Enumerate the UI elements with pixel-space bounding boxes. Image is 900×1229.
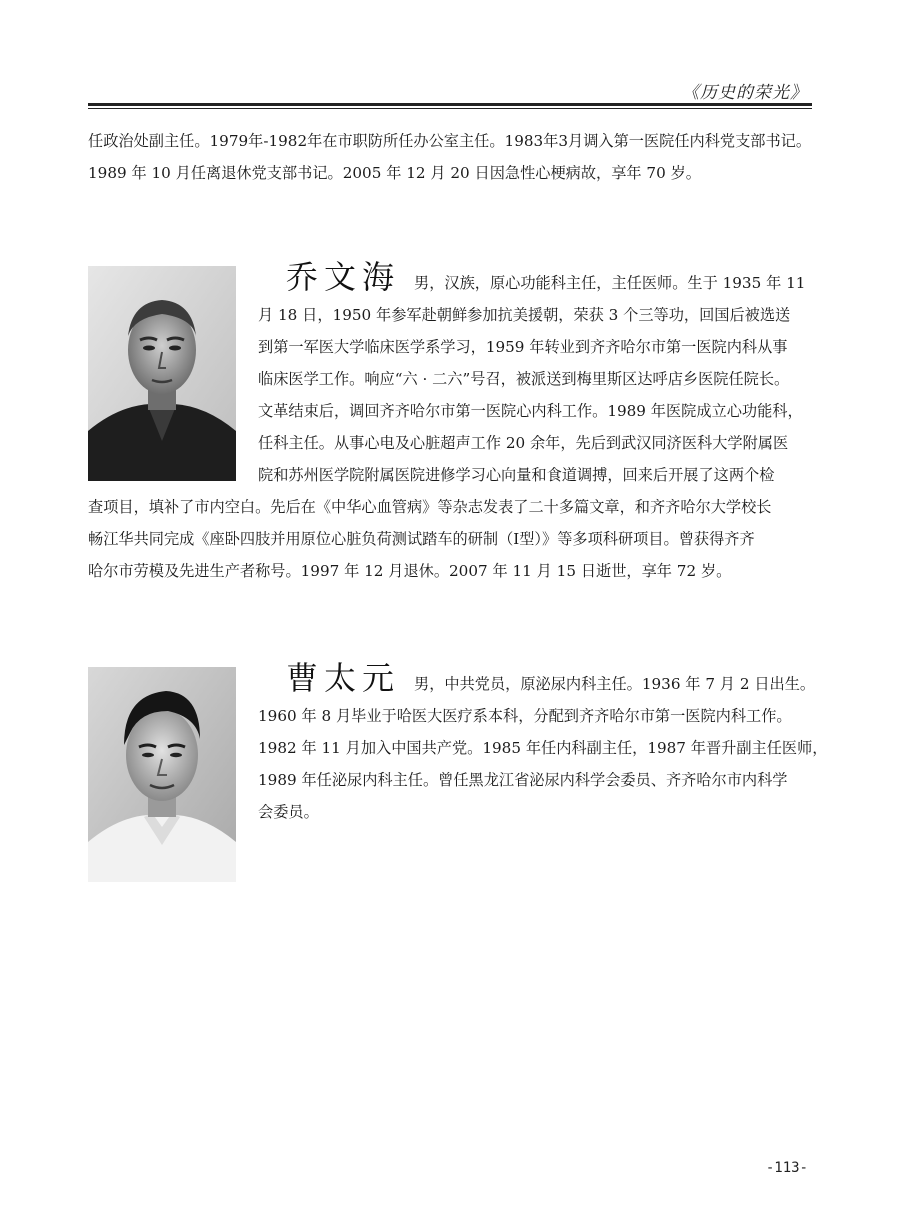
person-name: 曹太元 (286, 659, 401, 697)
biography-cao-taiyuan (88, 656, 828, 828)
bio-text-line: 到第一军医大学临床医学系学习，1959 年转业到齐齐哈尔市第一医院内科从事 (258, 338, 788, 356)
bio-text-line: 临床医学工作。响应“六 · 二六”号召，被派送到梅里斯区达呼店乡医院任院长。 (258, 370, 790, 388)
bio-text-line: 文革结束后，调回齐齐哈尔市第一医院心内科工作。1989 年医院成立心功能科， (258, 402, 803, 420)
person-name: 乔文海 (286, 258, 401, 296)
intro-paragraph (88, 125, 812, 189)
intro-line: 任政治处副主任。1979年-1982年在市职防所任办公室主任。1983年3月调入第一医院任内科党支部书记。 (88, 132, 812, 150)
page-number: -113- (765, 1160, 808, 1176)
biography-qiao-wenhai (88, 255, 812, 587)
intro-line: 1989 年 10 月任离退休党支部书记。2005 年 12 月 20 日因急性心梗病故，享年 70 岁。 (88, 164, 701, 182)
bio-text-line: 男，中共党员，原泌尿内科主任。1936 年 7 月 2 日出生。 (414, 675, 816, 693)
bio-text-line: 查项目，填补了市内空白。先后在《中华心血管病》等杂志发表了二十多篇文章，和齐齐哈尔大学校长 (88, 498, 772, 516)
bio-text-line: 1982 年 11 月加入中国共产党。1985 年任内科副主任，1987 年晋升副主任医师， (258, 739, 828, 757)
bio-first-line (88, 656, 816, 700)
bio-text-line: 1960 年 8 月毕业于哈医大医疗系本科，分配到齐齐哈尔市第一医院内科工作。 (258, 707, 792, 725)
bio-text-line: 1989 年任泌尿内科主任。曾任黑龙江省泌尿内科学会委员、齐齐哈尔市内科学 (258, 771, 788, 789)
bio-text-line: 男，汉族，原心功能科主任，主任医师。生于 1935 年 11 (414, 274, 806, 292)
bio-text-line: 会委员。 (258, 803, 319, 821)
running-header-title: 《历史的荣光》 (682, 83, 808, 103)
header-rule (88, 103, 812, 106)
bio-text-line: 畅江华共同完成《座卧四肢并用原位心脏负荷测试踏车的研制（Ⅰ型）》等多项科研项目。曾获得齐齐 (88, 530, 755, 548)
bio-text-line: 月 18 日，1950 年参军赴朝鲜参加抗美援朝，荣获 3 个三等功，回国后被选送 (258, 306, 791, 324)
header-rule-thin (88, 108, 812, 109)
bio-first-line (88, 255, 812, 299)
bio-text-line: 院和苏州医学院附属医院进修学习心向量和食道调搏，回来后开展了这两个检 (258, 466, 775, 484)
bio-text-line: 任科主任。从事心电及心脏超声工作 20 余年，先后到武汉同济医科大学附属医 (258, 434, 789, 452)
bio-text-line: 哈尔市劳模及先进生产者称号。1997 年 12 月退休。2007 年 11 月 15 日逝世，享年 72 岁。 (88, 562, 732, 580)
